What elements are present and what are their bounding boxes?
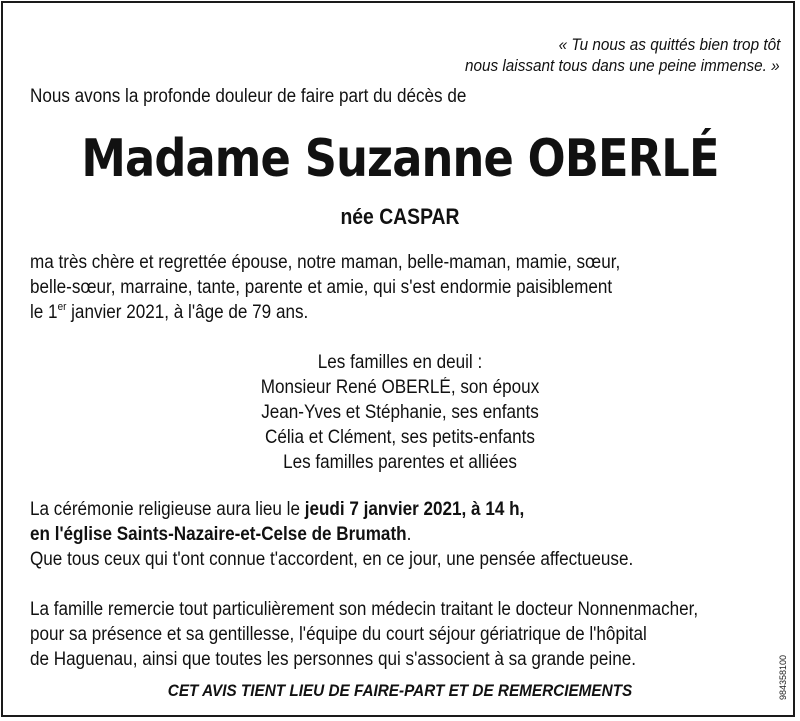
ceremony-line-2 <box>30 523 411 547</box>
intro-text: Nous avons la profonde douleur de faire part du décès de <box>30 86 467 107</box>
ceremony-line-1 <box>30 498 524 522</box>
ceremony-period: . <box>406 524 412 545</box>
description-line-3-end: janvier 2021, à l'âge de 79 ans. <box>66 302 309 323</box>
footer-notice: CET AVIS TIENT LIEU DE FAIRE-PART ET DE REMERCIEMENTS <box>167 681 633 700</box>
thanks-line-3: de Haguenau, ainsi que toutes les personnes qui s'associent à sa grande peine. <box>30 649 636 670</box>
ceremony-date-time: jeudi 7 janvier 2021, à 14 h, <box>304 499 525 520</box>
family-member: Monsieur René OBERLÉ, son époux <box>260 377 540 398</box>
families-heading: Les familles en deuil : <box>317 352 483 373</box>
birth-name: née CASPAR <box>340 204 460 229</box>
description-line-3-start: le 1 <box>30 302 58 323</box>
thanks-line-2: pour sa présence et sa gentillesse, l'équipe du court séjour gériatrique de l'hôpital <box>30 624 647 645</box>
thanks-line-1: La famille remercie tout particulièrement son médecin traitant le docteur Nonnenmacher, <box>30 599 699 620</box>
description-line-2: belle-sœur, marraine, tante, parente et amie, qui s'est endormie paisiblement <box>30 277 613 298</box>
quote-line-2: nous laissant tous dans une peine immense. » <box>465 56 780 75</box>
description-line-3 <box>30 301 308 325</box>
family-member: Jean-Yves et Stéphanie, ses enfants <box>261 402 539 423</box>
description-line-1: ma très chère et regrettée épouse, notre maman, belle-maman, mamie, sœur, <box>30 252 621 273</box>
family-member: Célia et Clément, ses petits-enfants <box>265 427 535 448</box>
ceremony-line-3: Que tous ceux qui t'ont connue t'accordent, en ce jour, une pensée affectueuse. <box>30 549 634 570</box>
ceremony-intro: La cérémonie religieuse aura lieu le <box>30 499 305 520</box>
reference-number: 984358100 <box>778 654 788 700</box>
ceremony-location: en l'église Saints-Nazaire-et-Celse de Brumath <box>30 524 407 545</box>
family-member: Les familles parentes et alliées <box>283 452 517 473</box>
quote-line-1: « Tu nous as quittés bien trop tôt <box>558 35 780 54</box>
ordinal-superscript: er <box>57 300 67 313</box>
deceased-name: Madame Suzanne OBERLÉ <box>81 129 719 189</box>
